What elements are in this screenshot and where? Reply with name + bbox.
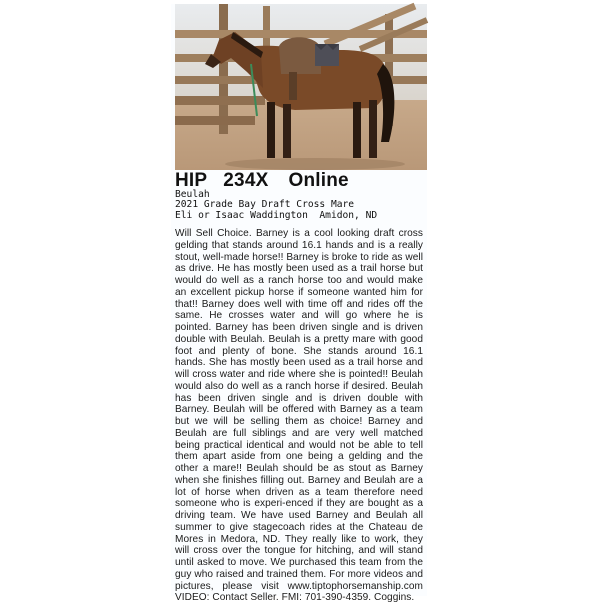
hip-number: 234X — [223, 170, 269, 191]
sale-status: Online — [288, 170, 349, 191]
horse-photo — [175, 4, 427, 170]
consignor-line: Eli or Isaac Waddington Amidon, ND — [175, 209, 378, 221]
listing-header — [175, 172, 425, 221]
horse-name: Beulah — [175, 189, 210, 200]
listing-card — [171, 4, 427, 604]
horse-description: 2021 Grade Bay Draft Cross Mare — [175, 199, 355, 211]
hip-label: HIP — [175, 170, 208, 191]
hip-line — [175, 172, 425, 190]
listing-description: Will Sell Choice. Barney is a cool looking draft cross gelding that stands around 16.1 hands and is a really stout, well-made horse!! Barney is broke to ride as well as drive. He has mostly been used as a trail horse but would do well as a ranch horse too and would make an excellent pickup horse if someone wanted him for that!! Barney does well with time off and rides off the same. He crosses water and will go where he is pointed. Barney has been driven single and is driven double with Beulah. Beulah is a pretty mare with good foot and plenty of bone. She stands around 16.1 hands. She has mostly been used as a trail horse and will cross water and ride where she is pointed!! Beulah would also do well as a ranch horse if desired. Beulah has been driven single and is driven double with Barney. Beulah will be offered with Barney as a team but we will be selling them as choice! Barney and Beulah are full siblings and are very well matched being practical identical and would not be able to tell them apart aside from one being a gelding and the other a mare!! Beulah should be as stout as Barney when she finishes filling out. Barney and Beulah are a lot of horse when driven as a team therefore need someone who is experi-enced if they are bought as a driving team. We have used Barney and Beulah all summer to give stagecoach rides at the Chateau de Mores in Medora, ND. They really like to work, they will cross over the tongue for hitching, and will stand until asked to move. We purchased this team from the guy who raised and trained them. For more videos and pictures, please visit www.tiptophorsemanship.com VIDEO: Contact Seller. FMI: 701-390-4359. Coggins. — [175, 228, 423, 604]
